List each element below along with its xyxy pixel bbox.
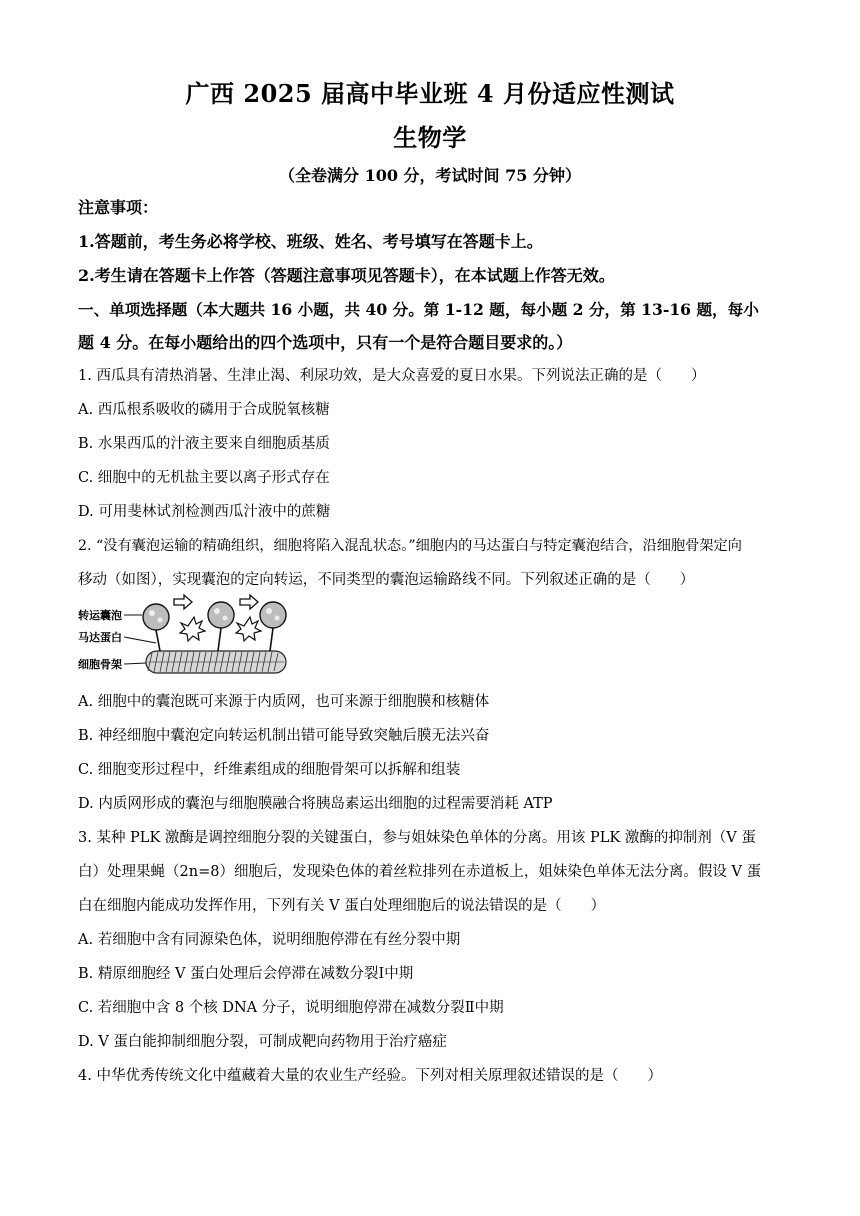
q1-stem: 1. 西瓜具有清热消暑、生津止渴、利尿功效，是大众喜爱的夏日水果。下列说法正确的是（ ） bbox=[78, 368, 706, 384]
q3-option-d: D. V 蛋白能抑制细胞分裂，可制成靶向药物用于治疗癌症 bbox=[78, 1034, 447, 1050]
q3-option-c: C. 若细胞中含 8 个核 DNA 分子，说明细胞停滞在减数分裂Ⅱ中期 bbox=[78, 1000, 504, 1016]
exam-title: 广西 2025 届高中毕业班 4 月份适应性测试 bbox=[185, 79, 675, 108]
q1-option-a: A. 西瓜根系吸收的磷用于合成脱氧核糖 bbox=[78, 402, 330, 418]
notice-heading: 注意事项： bbox=[78, 198, 159, 217]
q3-stem-line-1: 3. 某种 PLK 激酶是调控细胞分裂的关键蛋白，参与姐妹染色单体的分离。用该 PLK 激酶的抑制剂（V 蛋 bbox=[78, 830, 756, 846]
transport-vesicle bbox=[143, 604, 169, 651]
cytoskeleton-filament bbox=[146, 651, 286, 673]
q2-stem-line-2: 移动（如图），实现囊泡的定向转运，不同类型的囊泡运输路线不同。下列叙述正确的是（ ） bbox=[78, 572, 695, 588]
q3-option-a: A. 若细胞中含有同源染色体，说明细胞停滞在有丝分裂中期 bbox=[78, 932, 461, 948]
q4-stem: 4. 中华优秀传统文化中蕴藏着大量的农业生产经验。下列对相关原理叙述错误的是（ ） bbox=[78, 1068, 662, 1084]
notice-item-1: 1.答题前，考生务必将学校、班级、姓名、考号填写在答题卡上。 bbox=[78, 232, 543, 251]
label-transport-vesicle: 转运囊泡 bbox=[78, 610, 122, 622]
q2-option-c: C. 细胞变形过程中，纤维素组成的细胞骨架可以拆解和组装 bbox=[78, 762, 461, 778]
direction-arrow-icon bbox=[240, 595, 258, 609]
q1-option-c: C. 细胞中的无机盐主要以离子形式存在 bbox=[78, 470, 330, 486]
atp-burst-icon bbox=[180, 617, 205, 641]
direction-arrow-icon bbox=[174, 595, 192, 609]
q2-option-b: B. 神经细胞中囊泡定向转运机制出错可能导致突触后膜无法兴奋 bbox=[78, 728, 490, 744]
q1-option-b: B. 水果西瓜的汁液主要来自细胞质基质 bbox=[78, 436, 330, 452]
exam-info: （全卷满分 100 分，考试时间 75 分钟） bbox=[279, 166, 581, 185]
atp-burst-icon bbox=[236, 617, 261, 641]
vesicle-transport-diagram bbox=[78, 593, 294, 685]
q2-option-a: A. 细胞中的囊泡既可来源于内质网，也可来源于细胞膜和核糖体 bbox=[78, 694, 490, 710]
label-motor-protein: 马达蛋白 bbox=[78, 632, 122, 644]
q3-option-b: B. 精原细胞经 V 蛋白处理后会停滞在减数分裂Ⅰ中期 bbox=[78, 966, 414, 982]
transport-vesicle bbox=[208, 602, 234, 651]
section-heading-line-2: 题 4 分。在每小题给出的四个选项中，只有一个是符合题目要求的。） bbox=[78, 333, 573, 352]
label-cytoskeleton: 细胞骨架 bbox=[78, 659, 122, 671]
q3-stem-line-2: 白）处理果蝇（2n=8）细胞后，发现染色体的着丝粒排列在赤道板上，姐妹染色单体无法分离。假设 V 蛋 bbox=[78, 864, 762, 880]
q3-stem-line-3: 白在细胞内能成功发挥作用，下列有关 V 蛋白处理细胞后的说法错误的是（ ） bbox=[78, 898, 606, 914]
transport-vesicle bbox=[260, 602, 286, 651]
q2-stem-line-1: 2. “没有囊泡运输的精确组织，细胞将陷入混乱状态。”细胞内的马达蛋白与特定囊泡结合，沿细胞骨架定向 bbox=[78, 538, 742, 554]
q1-option-d: D. 可用斐林试剂检测西瓜汁液中的蔗糖 bbox=[78, 504, 331, 520]
q2-option-d: D. 内质网形成的囊泡与细胞膜融合将胰岛素运出细胞的过程需要消耗 ATP bbox=[78, 796, 553, 812]
notice-item-2: 2.考生请在答题卡上作答（答题注意事项见答题卡），在本试题上作答无效。 bbox=[78, 266, 615, 285]
subject-title: 生物学 bbox=[393, 123, 467, 152]
section-heading-line-1: 一、单项选择题（本大题共 16 小题，共 40 分。第 1-12 题，每小题 2 分，第 13-16 题，每小 bbox=[78, 300, 759, 319]
